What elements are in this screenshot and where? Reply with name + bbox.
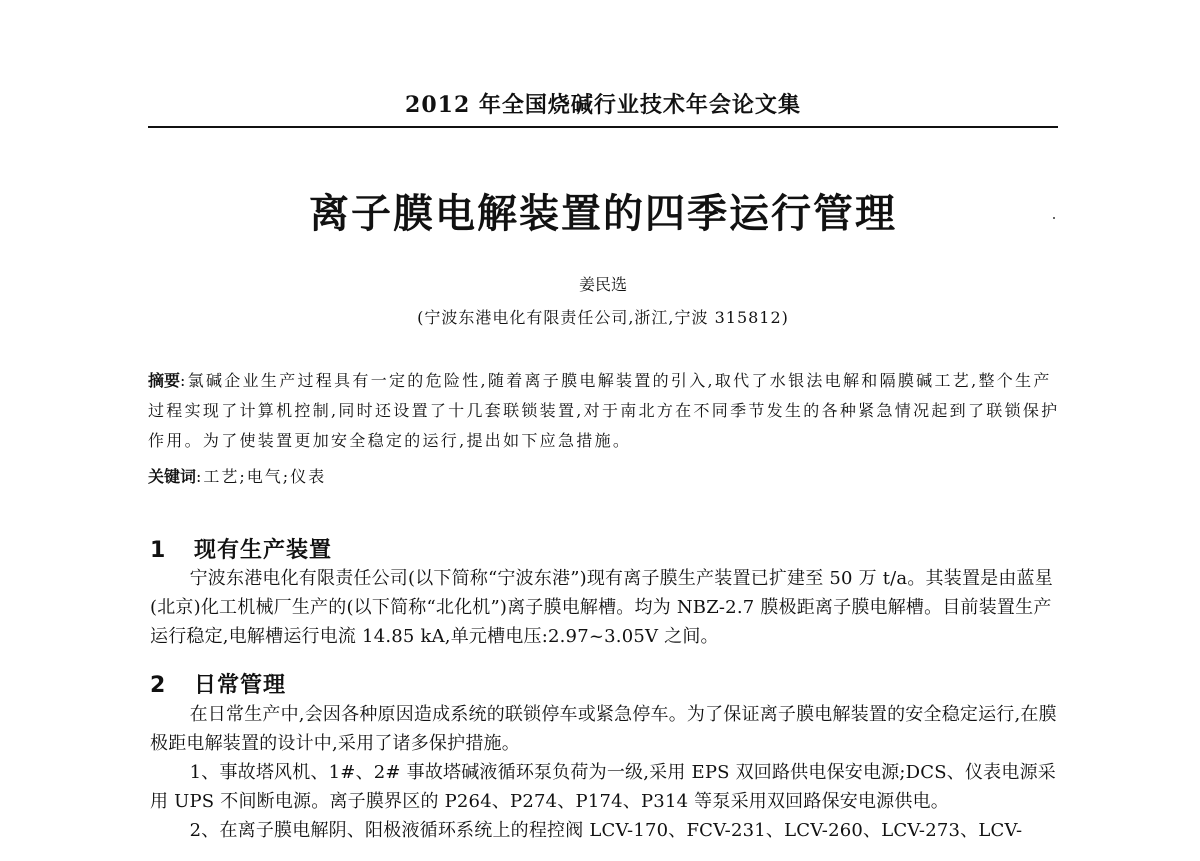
keywords-text: :工艺;电气;仪表 bbox=[196, 467, 327, 486]
paragraph: 宁波东港电化有限责任公司(以下简称“宁波东港”)现有离子膜生产装置已扩建至 50 万 t/a。其装置是由蓝星(北京)化工机械厂生产的(以下简称“北化机”)离子膜电解槽。均为 NBZ-2.7 膜极距离子膜电解槽。目前装置生产运行稳定,电解槽运行电流 14.85 kA,单元槽电压:2.97~3.05V 之间。 bbox=[150, 568, 1053, 647]
section-number: 2 bbox=[150, 673, 167, 698]
section-heading-1 bbox=[150, 533, 332, 564]
section-heading-2 bbox=[150, 668, 286, 699]
section-2-body bbox=[150, 700, 1060, 845]
header-rule bbox=[148, 126, 1058, 128]
paragraph: 在日常生产中,会因各种原因造成系统的联锁停车或紧急停车。为了保证离子膜电解装置的安全稳定运行,在膜极距电解装置的设计中,采用了诸多保护措施。 bbox=[150, 704, 1057, 754]
keywords bbox=[148, 462, 1058, 492]
author-name: 姜民选 bbox=[578, 275, 627, 294]
paragraph: 1、事故塔风机、1#、2# 事故塔碱液循环泵负荷为一级,采用 EPS 双回路供电保安电源;DCS、仪表电源采用 UPS 不间断电源。离子膜界区的 P264、P274、P174、P314 等泵采用双回路保安电源供电。 bbox=[150, 762, 1056, 812]
article-title: 离子膜电解装置的四季运行管理 bbox=[309, 191, 897, 237]
abstract-text: :氯碱企业生产过程具有一定的危险性,随着离子膜电解装置的引入,取代了水银法电解和隔膜碱工艺,整个生产过程实现了计算机控制,同时还设置了十几套联锁装置,对于南北方在不同季节发生的各种紧急情况起到了联锁保护作用。为了使装置更加安全稳定的运行,提出如下应急措施。 bbox=[148, 371, 1060, 450]
running-header: 2012 年全国烧碱行业技术年会论文集 bbox=[405, 92, 801, 118]
author-affiliation: (宁波东港电化有限责任公司,浙江,宁波 315812) bbox=[417, 308, 789, 327]
section-title: 现有生产装置 bbox=[194, 538, 333, 563]
keywords-label: 关键词 bbox=[148, 467, 197, 486]
paragraph: 2、在离子膜电解阴、阳极液循环系统上的程控阀 LCV-170、FCV-231、LCV-260、LCV-273、LCV- bbox=[189, 820, 1023, 841]
abstract bbox=[148, 366, 1064, 456]
section-1-body bbox=[150, 564, 1060, 651]
scan-speck bbox=[1053, 217, 1055, 219]
section-number: 1 bbox=[150, 538, 167, 563]
section-title: 日常管理 bbox=[194, 673, 287, 698]
abstract-label: 摘要 bbox=[148, 371, 181, 390]
